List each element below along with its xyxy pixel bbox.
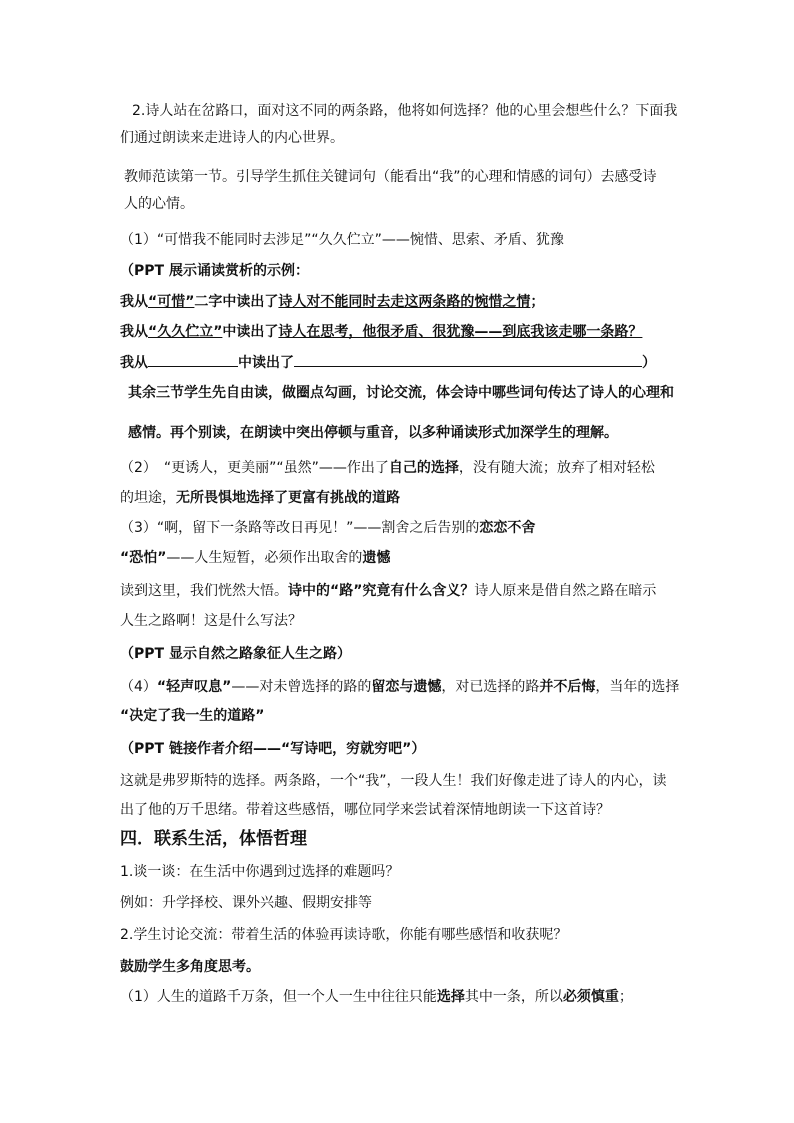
text: 感情。再个别读，在朗读中突出停顿与重音，以多种诵读形式加深学生的理解。 (128, 425, 618, 441)
underlined-text: “久久伫立” (148, 324, 223, 340)
text: 我从 (120, 294, 148, 310)
bold-text: “轻声叹息” (156, 679, 232, 695)
heading-text: 四．联系生活，体悟哲理 (120, 829, 307, 849)
example-line-1 (120, 292, 680, 312)
text: 2.学生讨论交流：带着生活的体验再读诗歌，你能有哪些感悟和收获呢？ (120, 927, 568, 943)
paragraph-line (120, 987, 680, 1007)
paragraph-line (120, 706, 680, 726)
bold-text: 必须慎重 (562, 989, 619, 1005)
underlined-text: “可惜” (148, 294, 195, 310)
paragraph-line (120, 771, 680, 791)
text: 我从 (120, 324, 148, 340)
underlined-text: 诗人对不能同时去走这两条路的惋惜之情 (278, 294, 531, 310)
bold-text: 选择 (436, 989, 465, 1005)
text: ； (530, 294, 545, 310)
text: 这就是弗罗斯特的选择。两条路，一个“我”，一段人生！我们好像走进了诗人的内心，读 (120, 773, 667, 789)
text: 人生之路啊！这是什么写法？ (120, 613, 302, 629)
text: 1.谈一谈：在生活中你遇到过选择的难题吗？ (120, 864, 400, 880)
paragraph-line (120, 925, 680, 945)
paragraph-line (120, 261, 680, 281)
bold-text: 无所畏惧地选择了更富有挑战的道路 (176, 490, 400, 506)
paragraph-line (120, 488, 680, 508)
text: （1）人生的道路千万条，但一个人一生中往往只能 (120, 989, 437, 1005)
text: 中读出了 (222, 324, 279, 340)
bold-text: 诗中的“路”究竟有什么含义？ (288, 583, 475, 599)
text: （PPT 显示自然之路象征人生之路） (120, 646, 351, 662)
paragraph-line (124, 167, 684, 187)
text: ，没有随大流；放弃了相对轻松 (458, 460, 655, 476)
bold-text: 并不后悔 (539, 679, 596, 695)
paragraph-line (128, 423, 688, 443)
fill-blank (294, 352, 642, 367)
text: 二字中读出了 (194, 294, 279, 310)
bold-text: 自己的选择 (388, 460, 459, 476)
fill-blank (148, 352, 238, 367)
example-line-2 (120, 322, 680, 342)
paragraph-line (120, 458, 680, 478)
text: 教师范读第一节。引导学生抓住关键词句（能看出“我”的心理和情感的词句）去感受诗 (124, 169, 657, 185)
text: （1）“可惜我不能同时去涉足”“久久伫立”——惋惜、思索、矛盾、犹豫 (120, 232, 564, 248)
text: （4） (120, 679, 157, 695)
paragraph-line (132, 101, 692, 121)
text: 其中一条，所以 (464, 989, 563, 1005)
paragraph-line (120, 644, 680, 664)
paragraph-line (120, 518, 680, 538)
text: 鼓励学生多角度思考。 (120, 959, 260, 975)
bold-text: “恐怕” (120, 550, 167, 566)
paragraph-line (120, 800, 680, 820)
text: ，对已选择的路 (441, 679, 540, 695)
text: ，当年的选择 (595, 679, 680, 695)
example-line-3 (120, 352, 680, 373)
text: 读到这里，我们恍然大悟。 (120, 583, 288, 599)
text: 其余三节学生先自由读，做圈点勾画，讨论交流，体会诗中哪些词句传达了诗人的心理和 (128, 385, 674, 401)
text: ； (618, 989, 633, 1005)
paragraph-line (120, 581, 680, 601)
text: （PPT 链接作者介绍——“写诗吧，穷就穷吧”） (120, 741, 426, 757)
text: “决定了我一生的道路” (120, 708, 265, 724)
text: 例如：升学择校、课外兴趣、假期安排等 (120, 895, 372, 911)
text: ） (642, 355, 656, 371)
paragraph-line (120, 739, 680, 759)
paragraph-line (124, 194, 684, 214)
paragraph-line (120, 230, 680, 250)
text: 出了他的万千思绪。带着这些感悟，哪位同学来尝试着深情地朗读一下这首诗？ (120, 802, 610, 818)
text: （3）“啊，留下一条路等改日再见！”——割舍之后告别的 (120, 520, 480, 536)
paragraph-line (120, 677, 680, 697)
section-heading (120, 829, 680, 849)
bold-text: 留恋与遗憾 (371, 679, 442, 695)
paragraph-line (120, 548, 680, 568)
text: 2.诗人站在岔路口，面对这不同的两条路，他将如何选择？他的心里会想些什么？下面我 (132, 103, 678, 119)
bold-text: 恋恋不舍 (479, 520, 536, 536)
paragraph-line (120, 611, 680, 631)
text: ——人生短暂，必须作出取舍的 (166, 550, 363, 566)
text: 的坦途， (120, 490, 176, 506)
text: 中读出了 (238, 355, 294, 371)
paragraph-line (120, 128, 680, 148)
paragraph-line (128, 383, 688, 403)
text: 诗人原来是借自然之路在暗示 (474, 583, 657, 599)
paragraph-line (120, 957, 680, 977)
text: 们通过朗读来走进诗人的内心世界。 (120, 130, 344, 146)
paragraph-line (120, 862, 680, 882)
text: ——对未曾选择的路的 (231, 679, 372, 695)
text: （2） “更诱人，更美丽”“虽然”——作出了 (120, 460, 389, 476)
text: （PPT 展示诵读赏析的示例： (120, 263, 309, 279)
paragraph-line (120, 893, 680, 913)
text: 我从 (120, 355, 148, 371)
bold-text: 遗憾 (362, 550, 391, 566)
underlined-text: 诗人在思考，他很矛盾、很犹豫——到底我该走哪一条路？ (278, 324, 643, 340)
text: 人的心情。 (124, 196, 194, 212)
